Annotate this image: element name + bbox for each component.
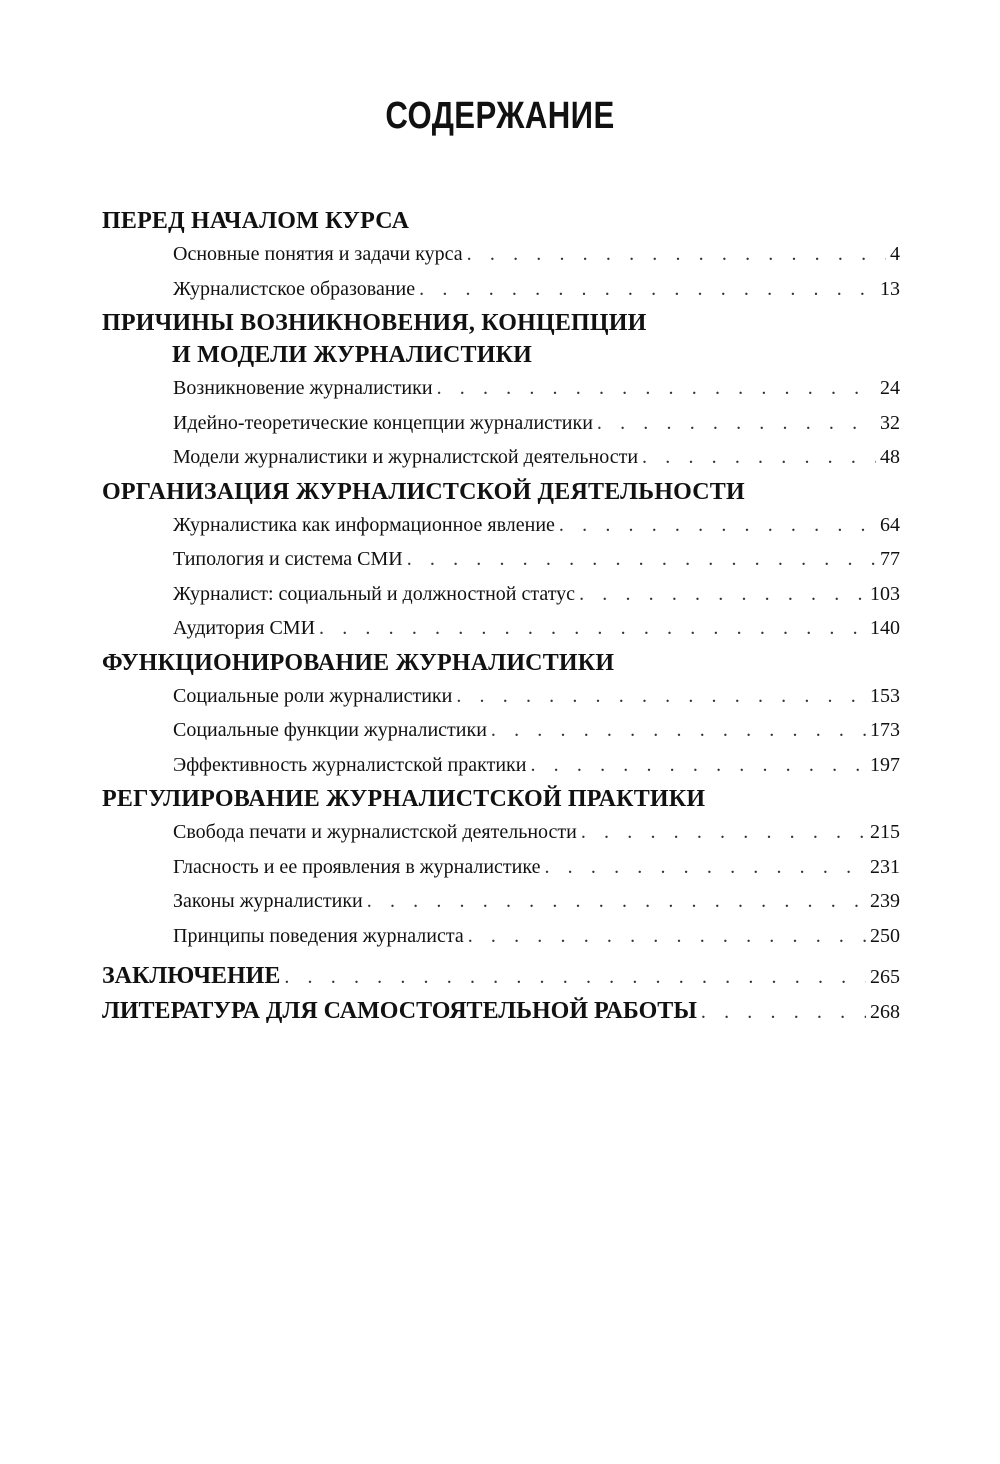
toc-entry-page: 231 <box>870 855 900 878</box>
toc-entry-page: 239 <box>870 890 900 912</box>
dot-leader <box>701 995 866 1029</box>
dot-leader <box>581 815 866 850</box>
toc-entry[interactable] <box>102 577 900 612</box>
toc-entry-page: 48 <box>880 446 900 468</box>
toc-entry-label: Журналист: социальный и должностной статус <box>173 582 576 605</box>
toc-top-entry-page: 265 <box>870 966 900 988</box>
toc-entry-label: Социальные функции журналистики <box>173 719 487 741</box>
page-title: СОДЕРЖАНИЕ <box>385 95 615 137</box>
toc-entry-label: Типология и система СМИ <box>173 548 403 570</box>
toc-top-entry-conclusion[interactable] <box>102 959 900 994</box>
toc-entry-page: 24 <box>880 377 900 399</box>
toc-entry[interactable] <box>102 815 900 850</box>
toc-entry-page: 103 <box>870 582 900 605</box>
toc-entry[interactable] <box>102 371 900 406</box>
toc-entry[interactable] <box>102 850 900 885</box>
toc-entry-page: 13 <box>880 277 900 300</box>
section-title[interactable] <box>102 783 900 815</box>
toc-entry-label: Журналистика как информационное явление <box>173 513 555 536</box>
section-title-line: И МОДЕЛИ ЖУРНАЛИСТИКИ <box>172 342 533 368</box>
toc-entry-label: Свобода печати и журналистской деятельности <box>173 821 577 843</box>
toc-entry-page: 250 <box>870 924 900 947</box>
dot-leader <box>642 440 876 475</box>
toc-entry-label: Основные понятия и задачи курса <box>173 243 463 265</box>
toc-section <box>102 647 900 783</box>
toc-entry[interactable] <box>102 406 900 441</box>
toc-section <box>102 205 900 306</box>
toc-entry[interactable] <box>102 884 900 919</box>
toc-entry-page: 77 <box>880 548 900 570</box>
toc-entry[interactable] <box>102 748 900 783</box>
toc-entry-label: Гласность и ее проявления в журналистике <box>173 855 541 878</box>
dot-leader <box>579 577 866 612</box>
toc-entry-label: Социальные роли журналистики <box>173 684 453 707</box>
toc-entry[interactable] <box>102 611 900 646</box>
dot-leader <box>467 237 886 272</box>
toc-entry[interactable] <box>102 542 900 577</box>
toc-entry[interactable] <box>102 919 900 954</box>
toc-section <box>102 307 900 475</box>
section-title-line: ОРГАНИЗАЦИЯ ЖУРНАЛИСТСКОЙ ДЕЯТЕЛЬНОСТИ <box>102 478 745 505</box>
toc-entry[interactable] <box>102 237 900 272</box>
toc-entry-label: Принципы поведения журналиста <box>173 924 464 947</box>
section-title[interactable] <box>102 205 900 237</box>
toc-entry-page: 64 <box>880 513 900 536</box>
toc-entry-label: Журналистское образование <box>173 277 416 300</box>
toc-entry[interactable] <box>102 508 900 543</box>
toc-entry-label: Законы журналистики <box>173 890 363 912</box>
toc-section <box>102 783 900 953</box>
dot-leader <box>437 371 876 406</box>
toc-top-entry-label: ЗАКЛЮЧЕНИЕ <box>102 963 281 989</box>
section-title[interactable] <box>102 307 900 371</box>
toc-section <box>102 476 900 646</box>
dot-leader <box>491 713 866 748</box>
toc-entry-label: Возникновение журналистики <box>173 377 433 399</box>
toc-entry-page: 215 <box>870 821 900 843</box>
dot-leader <box>559 508 876 543</box>
section-title[interactable] <box>102 476 900 508</box>
dot-leader <box>319 611 866 646</box>
toc-entry-page: 173 <box>870 719 900 741</box>
section-title-line: ФУНКЦИОНИРОВАНИЕ ЖУРНАЛИСТИКИ <box>102 649 615 676</box>
section-title-line: ПРИЧИНЫ ВОЗНИКНОВЕНИЯ, КОНЦЕПЦИИ <box>102 310 647 336</box>
dot-leader <box>407 542 876 577</box>
toc-top-entry-label: ЛИТЕРАТУРА ДЛЯ САМОСТОЯТЕЛЬНОЙ РАБОТЫ <box>102 998 697 1024</box>
dot-leader <box>597 406 876 441</box>
toc-entry[interactable] <box>102 713 900 748</box>
dot-leader <box>544 850 866 885</box>
toc-top-entry-literature[interactable] <box>102 994 900 1029</box>
toc-entry-page: 197 <box>870 753 900 776</box>
toc-entry[interactable] <box>102 272 900 307</box>
toc-entry-label: Идейно-теоретические концепции журналистики <box>173 411 593 434</box>
section-title[interactable] <box>102 647 900 679</box>
toc-entry-label: Аудитория СМИ <box>173 617 316 639</box>
toc-entry-page: 32 <box>880 411 900 434</box>
table-of-contents <box>102 205 900 1029</box>
toc-entry[interactable] <box>102 440 900 475</box>
toc-entry-page: 153 <box>870 684 900 707</box>
section-title-line: ПЕРЕД НАЧАЛОМ КУРСА <box>102 208 410 234</box>
toc-entry-label: Модели журналистики и журналистской деятельности <box>173 446 639 468</box>
dot-leader <box>367 884 866 919</box>
dot-leader <box>456 679 866 714</box>
toc-entry-label: Эффективность журналистской практики <box>173 753 527 776</box>
dot-leader <box>419 272 876 307</box>
toc-entry[interactable] <box>102 679 900 714</box>
toc-entry-page: 4 <box>890 243 900 265</box>
dot-leader <box>284 960 866 994</box>
dot-leader <box>530 748 866 783</box>
toc-top-entry-page: 268 <box>870 1001 900 1023</box>
toc-entry-page: 140 <box>870 617 900 639</box>
section-title-line: РЕГУЛИРОВАНИЕ ЖУРНАЛИСТСКОЙ ПРАКТИКИ <box>102 786 706 812</box>
dot-leader <box>468 919 866 954</box>
